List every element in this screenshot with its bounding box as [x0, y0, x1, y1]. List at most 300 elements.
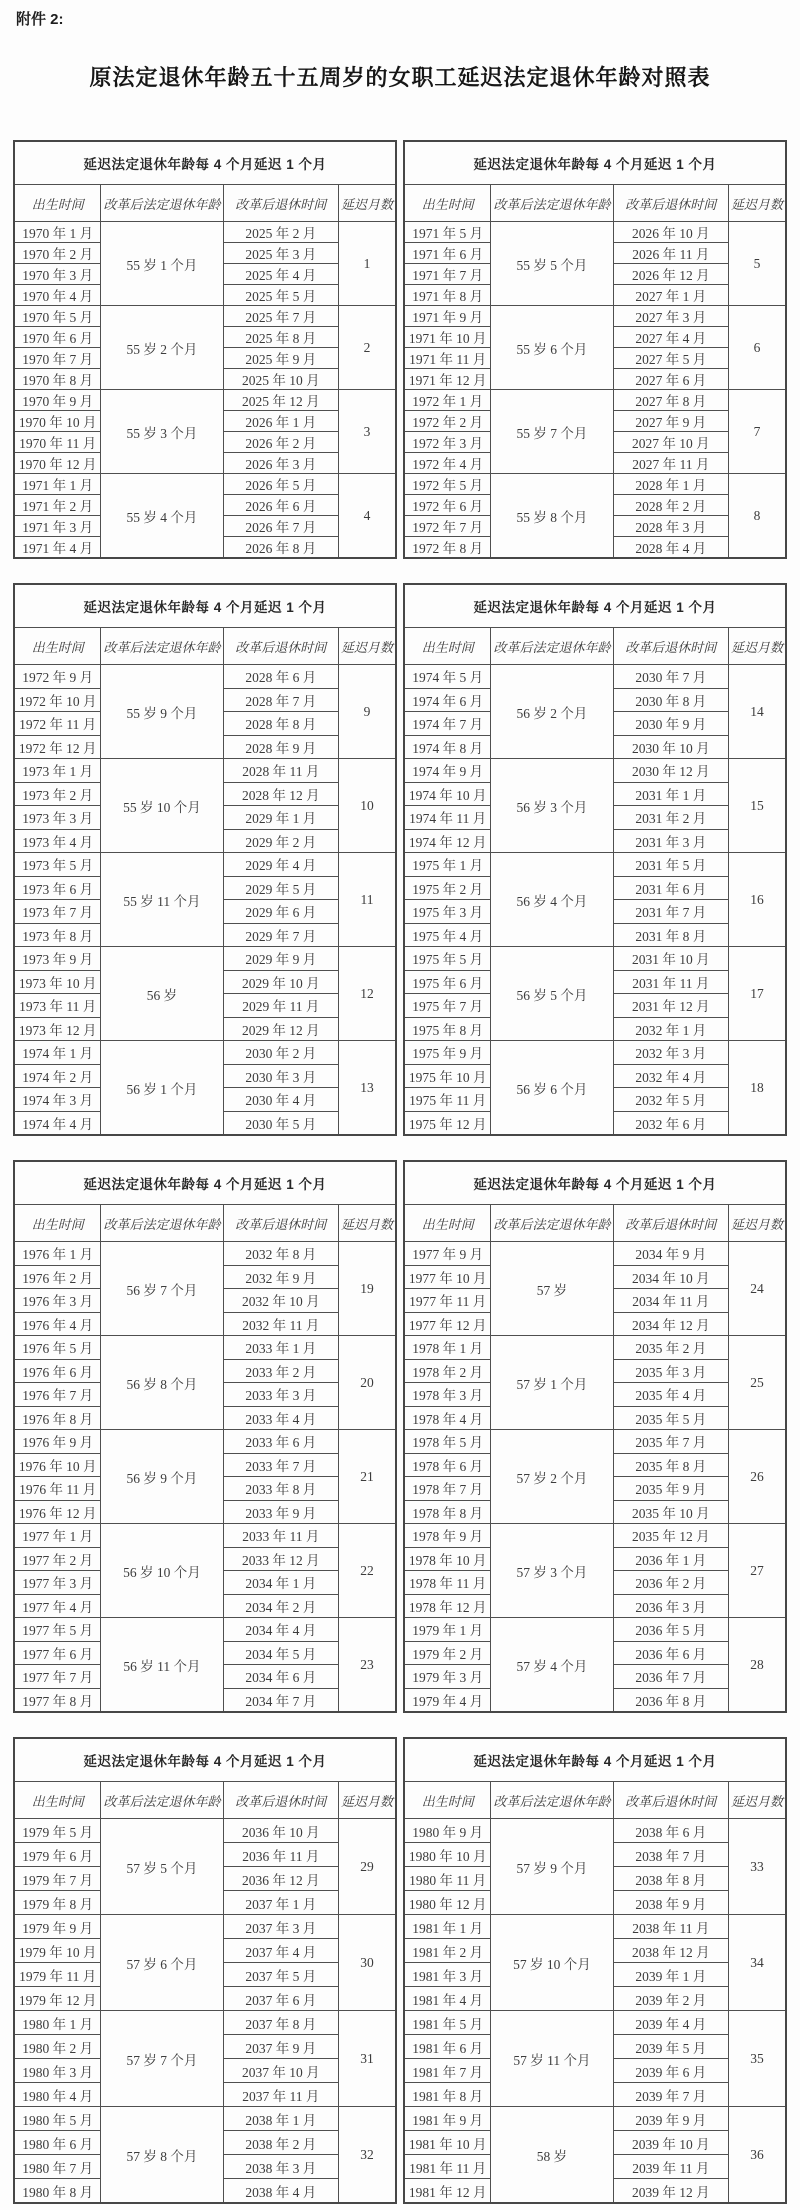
birth-date-cell: 1974 年 12 月 — [404, 829, 491, 853]
birth-date-cell: 1972 年 1 月 — [404, 390, 491, 411]
retirement-date-cell: 2027 年 3 月 — [613, 306, 728, 327]
retirement-age-cell: 55 岁 2 个月 — [101, 306, 223, 390]
column-header: 延迟月数 — [728, 1205, 786, 1242]
birth-date-cell: 1971 年 9 月 — [404, 306, 491, 327]
retirement-age-cell: 57 岁 1 个月 — [491, 1336, 613, 1430]
table-span-header: 延迟法定退休年龄每 4 个月延迟 1 个月 — [404, 1738, 786, 1782]
retirement-date-cell: 2033 年 1 月 — [223, 1336, 338, 1360]
birth-date-cell: 1973 年 1 月 — [14, 759, 101, 783]
retirement-date-cell: 2035 年 12 月 — [613, 1524, 728, 1548]
birth-date-cell: 1970 年 6 月 — [14, 327, 101, 348]
birth-date-cell: 1971 年 8 月 — [404, 285, 491, 306]
birth-date-cell: 1980 年 2 月 — [14, 2035, 101, 2059]
retirement-date-cell: 2034 年 12 月 — [613, 1312, 728, 1336]
table-span-header-row — [14, 584, 396, 628]
delay-months-cell: 23 — [338, 1618, 396, 1713]
birth-date-cell: 1970 年 5 月 — [14, 306, 101, 327]
birth-date-cell: 1979 年 6 月 — [14, 1843, 101, 1867]
birth-date-cell: 1970 年 12 月 — [14, 453, 101, 474]
retirement-comparison-table — [13, 583, 397, 1136]
retirement-date-cell: 2025 年 4 月 — [223, 264, 338, 285]
table-row — [404, 1618, 786, 1642]
table-span-header-row — [404, 141, 786, 185]
retirement-date-cell: 2031 年 1 月 — [613, 782, 728, 806]
retirement-date-cell: 2026 年 5 月 — [223, 474, 338, 495]
birth-date-cell: 1981 年 6 月 — [404, 2035, 491, 2059]
delay-months-cell: 25 — [728, 1336, 786, 1430]
retirement-date-cell: 2030 年 9 月 — [613, 712, 728, 736]
column-header-row — [14, 1782, 396, 1819]
birth-date-cell: 1980 年 9 月 — [404, 1819, 491, 1843]
retirement-date-cell: 2030 年 7 月 — [613, 665, 728, 689]
retirement-age-cell: 56 岁 2 个月 — [491, 665, 613, 759]
retirement-date-cell: 2039 年 7 月 — [613, 2083, 728, 2107]
retirement-age-cell: 56 岁 8 个月 — [101, 1336, 223, 1430]
retirement-date-cell: 2036 年 10 月 — [223, 1819, 338, 1843]
birth-date-cell: 1976 年 12 月 — [14, 1500, 101, 1524]
retirement-date-cell: 2028 年 2 月 — [613, 495, 728, 516]
retirement-date-cell: 2033 年 11 月 — [223, 1524, 338, 1548]
table-row — [14, 306, 396, 327]
birth-date-cell: 1971 年 3 月 — [14, 516, 101, 537]
birth-date-cell: 1977 年 5 月 — [14, 1618, 101, 1642]
birth-date-cell: 1981 年 10 月 — [404, 2131, 491, 2155]
retirement-date-cell: 2030 年 4 月 — [223, 1088, 338, 1112]
delay-months-cell: 18 — [728, 1041, 786, 1136]
birth-date-cell: 1974 年 1 月 — [14, 1041, 101, 1065]
birth-date-cell: 1975 年 4 月 — [404, 923, 491, 947]
column-header: 改革后退休时间 — [223, 1782, 338, 1819]
table-row — [404, 306, 786, 327]
birth-date-cell: 1976 年 3 月 — [14, 1289, 101, 1313]
birth-date-cell: 1979 年 4 月 — [404, 1688, 491, 1712]
retirement-age-cell: 57 岁 3 个月 — [491, 1524, 613, 1618]
column-header: 改革后退休时间 — [223, 185, 338, 222]
retirement-date-cell: 2036 年 12 月 — [223, 1867, 338, 1891]
table-row — [404, 759, 786, 783]
column-header: 出生时间 — [404, 1205, 491, 1242]
retirement-date-cell: 2038 年 3 月 — [223, 2155, 338, 2179]
birth-date-cell: 1973 年 9 月 — [14, 947, 101, 971]
retirement-date-cell: 2038 年 12 月 — [613, 1939, 728, 1963]
column-header-row — [14, 1205, 396, 1242]
birth-date-cell: 1976 年 4 月 — [14, 1312, 101, 1336]
retirement-date-cell: 2031 年 7 月 — [613, 900, 728, 924]
retirement-date-cell: 2027 年 8 月 — [613, 390, 728, 411]
column-header: 延迟月数 — [728, 185, 786, 222]
retirement-date-cell: 2036 年 3 月 — [613, 1594, 728, 1618]
delay-months-cell: 4 — [338, 474, 396, 559]
birth-date-cell: 1970 年 3 月 — [14, 264, 101, 285]
retirement-date-cell: 2025 年 9 月 — [223, 348, 338, 369]
retirement-date-cell: 2032 年 1 月 — [613, 1017, 728, 1041]
birth-date-cell: 1978 年 1 月 — [404, 1336, 491, 1360]
retirement-age-cell: 55 岁 8 个月 — [491, 474, 613, 559]
birth-date-cell: 1972 年 4 月 — [404, 453, 491, 474]
column-header: 改革后法定退休年龄 — [101, 1205, 223, 1242]
retirement-date-cell: 2033 年 2 月 — [223, 1359, 338, 1383]
birth-date-cell: 1981 年 7 月 — [404, 2059, 491, 2083]
birth-date-cell: 1970 年 1 月 — [14, 222, 101, 243]
retirement-date-cell: 2029 年 11 月 — [223, 994, 338, 1018]
table-row — [404, 1524, 786, 1548]
retirement-comparison-table — [403, 1160, 787, 1713]
column-header-row — [14, 185, 396, 222]
birth-date-cell: 1980 年 10 月 — [404, 1843, 491, 1867]
birth-date-cell: 1972 年 9 月 — [14, 665, 101, 689]
retirement-date-cell: 2033 年 6 月 — [223, 1430, 338, 1454]
retirement-date-cell: 2032 年 9 月 — [223, 1265, 338, 1289]
birth-date-cell: 1970 年 9 月 — [14, 390, 101, 411]
retirement-date-cell: 2036 年 8 月 — [613, 1688, 728, 1712]
birth-date-cell: 1979 年 2 月 — [404, 1641, 491, 1665]
retirement-date-cell: 2031 年 12 月 — [613, 994, 728, 1018]
retirement-date-cell: 2034 年 1 月 — [223, 1571, 338, 1595]
birth-date-cell: 1975 年 1 月 — [404, 853, 491, 877]
birth-date-cell: 1977 年 11 月 — [404, 1289, 491, 1313]
retirement-date-cell: 2039 年 6 月 — [613, 2059, 728, 2083]
retirement-age-cell: 57 岁 — [491, 1242, 613, 1336]
delay-months-cell: 3 — [338, 390, 396, 474]
birth-date-cell: 1971 年 12 月 — [404, 369, 491, 390]
table-span-header: 延迟法定退休年龄每 4 个月延迟 1 个月 — [404, 141, 786, 185]
table-span-header: 延迟法定退休年龄每 4 个月延迟 1 个月 — [14, 1161, 396, 1205]
birth-date-cell: 1978 年 8 月 — [404, 1500, 491, 1524]
retirement-date-cell: 2032 年 10 月 — [223, 1289, 338, 1313]
retirement-date-cell: 2031 年 5 月 — [613, 853, 728, 877]
birth-date-cell: 1981 年 2 月 — [404, 1939, 491, 1963]
birth-date-cell: 1978 年 11 月 — [404, 1571, 491, 1595]
delay-months-cell: 10 — [338, 759, 396, 853]
column-header: 改革后法定退休年龄 — [491, 1782, 613, 1819]
retirement-date-cell: 2032 年 6 月 — [613, 1111, 728, 1135]
retirement-date-cell: 2038 年 6 月 — [613, 1819, 728, 1843]
birth-date-cell: 1974 年 9 月 — [404, 759, 491, 783]
retirement-age-cell: 57 岁 11 个月 — [491, 2011, 613, 2107]
birth-date-cell: 1980 年 7 月 — [14, 2155, 101, 2179]
table-block-4 — [13, 1737, 787, 2204]
retirement-date-cell: 2035 年 3 月 — [613, 1359, 728, 1383]
table-span-header: 延迟法定退休年龄每 4 个月延迟 1 个月 — [14, 1738, 396, 1782]
retirement-date-cell: 2028 年 9 月 — [223, 735, 338, 759]
birth-date-cell: 1978 年 12 月 — [404, 1594, 491, 1618]
table-row — [14, 222, 396, 243]
birth-date-cell: 1976 年 11 月 — [14, 1477, 101, 1501]
table-row — [404, 1915, 786, 1939]
retirement-date-cell: 2029 年 4 月 — [223, 853, 338, 877]
retirement-age-cell: 57 岁 9 个月 — [491, 1819, 613, 1915]
retirement-date-cell: 2036 年 2 月 — [613, 1571, 728, 1595]
birth-date-cell: 1981 年 8 月 — [404, 2083, 491, 2107]
birth-date-cell: 1976 年 1 月 — [14, 1242, 101, 1266]
table-span-header-row — [404, 1161, 786, 1205]
birth-date-cell: 1971 年 5 月 — [404, 222, 491, 243]
birth-date-cell: 1973 年 5 月 — [14, 853, 101, 877]
retirement-date-cell: 2028 年 11 月 — [223, 759, 338, 783]
retirement-date-cell: 2033 年 3 月 — [223, 1383, 338, 1407]
birth-date-cell: 1973 年 10 月 — [14, 970, 101, 994]
retirement-date-cell: 2033 年 7 月 — [223, 1453, 338, 1477]
birth-date-cell: 1975 年 10 月 — [404, 1064, 491, 1088]
retirement-date-cell: 2025 年 5 月 — [223, 285, 338, 306]
birth-date-cell: 1978 年 7 月 — [404, 1477, 491, 1501]
retirement-date-cell: 2035 年 7 月 — [613, 1430, 728, 1454]
column-header: 出生时间 — [14, 628, 101, 665]
column-header: 改革后法定退休年龄 — [101, 628, 223, 665]
birth-date-cell: 1980 年 1 月 — [14, 2011, 101, 2035]
retirement-date-cell: 2033 年 4 月 — [223, 1406, 338, 1430]
table-row — [14, 1819, 396, 1843]
birth-date-cell: 1973 年 12 月 — [14, 1017, 101, 1041]
retirement-date-cell: 2027 年 4 月 — [613, 327, 728, 348]
birth-date-cell: 1971 年 7 月 — [404, 264, 491, 285]
birth-date-cell: 1971 年 2 月 — [14, 495, 101, 516]
column-header: 改革后法定退休年龄 — [491, 1205, 613, 1242]
retirement-date-cell: 2028 年 4 月 — [613, 537, 728, 559]
column-header: 改革后退休时间 — [613, 1782, 728, 1819]
retirement-date-cell: 2027 年 6 月 — [613, 369, 728, 390]
delay-months-cell: 28 — [728, 1618, 786, 1713]
birth-date-cell: 1979 年 3 月 — [404, 1665, 491, 1689]
retirement-date-cell: 2028 年 12 月 — [223, 782, 338, 806]
retirement-date-cell: 2026 年 11 月 — [613, 243, 728, 264]
column-header: 改革后退休时间 — [613, 185, 728, 222]
column-header: 出生时间 — [14, 185, 101, 222]
birth-date-cell: 1975 年 8 月 — [404, 1017, 491, 1041]
table-span-header: 延迟法定退休年龄每 4 个月延迟 1 个月 — [14, 584, 396, 628]
retirement-comparison-table — [13, 140, 397, 559]
delay-months-cell: 35 — [728, 2011, 786, 2107]
retirement-age-cell: 55 岁 1 个月 — [101, 222, 223, 306]
delay-months-cell: 27 — [728, 1524, 786, 1618]
birth-date-cell: 1981 年 4 月 — [404, 1987, 491, 2011]
retirement-date-cell: 2026 年 7 月 — [223, 516, 338, 537]
retirement-date-cell: 2027 年 10 月 — [613, 432, 728, 453]
retirement-date-cell: 2026 年 3 月 — [223, 453, 338, 474]
retirement-comparison-table — [13, 1160, 397, 1713]
retirement-date-cell: 2030 年 10 月 — [613, 735, 728, 759]
birth-date-cell: 1977 年 9 月 — [404, 1242, 491, 1266]
retirement-date-cell: 2037 年 8 月 — [223, 2011, 338, 2035]
column-header: 改革后法定退休年龄 — [101, 185, 223, 222]
retirement-date-cell: 2037 年 5 月 — [223, 1963, 338, 1987]
birth-date-cell: 1970 年 8 月 — [14, 369, 101, 390]
retirement-age-cell: 55 岁 4 个月 — [101, 474, 223, 559]
retirement-date-cell: 2037 年 10 月 — [223, 2059, 338, 2083]
retirement-age-cell: 55 岁 10 个月 — [101, 759, 223, 853]
retirement-age-cell: 57 岁 7 个月 — [101, 2011, 223, 2107]
retirement-date-cell: 2028 年 3 月 — [613, 516, 728, 537]
retirement-date-cell: 2032 年 3 月 — [613, 1041, 728, 1065]
column-header-row — [404, 1782, 786, 1819]
delay-months-cell: 20 — [338, 1336, 396, 1430]
retirement-date-cell: 2032 年 11 月 — [223, 1312, 338, 1336]
retirement-date-cell: 2033 年 9 月 — [223, 1500, 338, 1524]
retirement-date-cell: 2034 年 6 月 — [223, 1665, 338, 1689]
retirement-date-cell: 2026 年 2 月 — [223, 432, 338, 453]
table-span-header-row — [404, 1738, 786, 1782]
retirement-date-cell: 2037 年 11 月 — [223, 2083, 338, 2107]
table-row — [404, 1242, 786, 1266]
table-span-header-row — [14, 141, 396, 185]
delay-months-cell: 29 — [338, 1819, 396, 1915]
retirement-date-cell: 2034 年 4 月 — [223, 1618, 338, 1642]
retirement-date-cell: 2028 年 8 月 — [223, 712, 338, 736]
retirement-age-cell: 56 岁 10 个月 — [101, 1524, 223, 1618]
retirement-date-cell: 2028 年 7 月 — [223, 688, 338, 712]
retirement-age-cell: 56 岁 7 个月 — [101, 1242, 223, 1336]
retirement-date-cell: 2032 年 4 月 — [613, 1064, 728, 1088]
birth-date-cell: 1974 年 11 月 — [404, 806, 491, 830]
retirement-date-cell: 2039 年 1 月 — [613, 1963, 728, 1987]
birth-date-cell: 1979 年 5 月 — [14, 1819, 101, 1843]
delay-months-cell: 15 — [728, 759, 786, 853]
table-row — [14, 474, 396, 495]
retirement-age-cell: 56 岁 3 个月 — [491, 759, 613, 853]
retirement-date-cell: 2034 年 2 月 — [223, 1594, 338, 1618]
birth-date-cell: 1974 年 10 月 — [404, 782, 491, 806]
birth-date-cell: 1980 年 5 月 — [14, 2107, 101, 2131]
retirement-date-cell: 2036 年 1 月 — [613, 1547, 728, 1571]
retirement-age-cell: 55 岁 5 个月 — [491, 222, 613, 306]
birth-date-cell: 1980 年 11 月 — [404, 1867, 491, 1891]
column-header: 延迟月数 — [338, 185, 396, 222]
retirement-date-cell: 2034 年 7 月 — [223, 1688, 338, 1712]
table-row — [14, 853, 396, 877]
birth-date-cell: 1981 年 1 月 — [404, 1915, 491, 1939]
birth-date-cell: 1979 年 9 月 — [14, 1915, 101, 1939]
attachment-label: 附件 2: — [16, 11, 64, 28]
retirement-date-cell: 2039 年 12 月 — [613, 2179, 728, 2204]
delay-months-cell: 31 — [338, 2011, 396, 2107]
birth-date-cell: 1975 年 11 月 — [404, 1088, 491, 1112]
retirement-age-cell: 56 岁 11 个月 — [101, 1618, 223, 1713]
birth-date-cell: 1979 年 8 月 — [14, 1891, 101, 1915]
birth-date-cell: 1971 年 4 月 — [14, 537, 101, 559]
retirement-age-cell: 56 岁 5 个月 — [491, 947, 613, 1041]
retirement-age-cell: 57 岁 8 个月 — [101, 2107, 223, 2204]
retirement-date-cell: 2031 年 8 月 — [613, 923, 728, 947]
column-header: 改革后退休时间 — [223, 1205, 338, 1242]
retirement-comparison-table — [403, 140, 787, 559]
retirement-date-cell: 2030 年 3 月 — [223, 1064, 338, 1088]
retirement-date-cell: 2027 年 11 月 — [613, 453, 728, 474]
table-span-header: 延迟法定退休年龄每 4 个月延迟 1 个月 — [404, 584, 786, 628]
retirement-date-cell: 2029 年 7 月 — [223, 923, 338, 947]
table-row — [404, 2011, 786, 2035]
birth-date-cell: 1971 年 1 月 — [14, 474, 101, 495]
retirement-date-cell: 2034 年 5 月 — [223, 1641, 338, 1665]
birth-date-cell: 1977 年 1 月 — [14, 1524, 101, 1548]
retirement-date-cell: 2037 年 4 月 — [223, 1939, 338, 1963]
retirement-date-cell: 2035 年 9 月 — [613, 1477, 728, 1501]
page-title: 原法定退休年龄五十五周岁的女职工延迟法定退休年龄对照表 — [89, 65, 711, 90]
birth-date-cell: 1974 年 5 月 — [404, 665, 491, 689]
retirement-age-cell: 57 岁 5 个月 — [101, 1819, 223, 1915]
table-span-header: 延迟法定退休年龄每 4 个月延迟 1 个月 — [404, 1161, 786, 1205]
table-blocks-container — [13, 140, 787, 2204]
delay-months-cell: 1 — [338, 222, 396, 306]
table-row — [14, 1915, 396, 1939]
table-row — [404, 947, 786, 971]
retirement-date-cell: 2038 年 8 月 — [613, 1867, 728, 1891]
birth-date-cell: 1974 年 8 月 — [404, 735, 491, 759]
birth-date-cell: 1978 年 6 月 — [404, 1453, 491, 1477]
birth-date-cell: 1981 年 11 月 — [404, 2155, 491, 2179]
birth-date-cell: 1980 年 8 月 — [14, 2179, 101, 2204]
birth-date-cell: 1971 年 6 月 — [404, 243, 491, 264]
birth-date-cell: 1971 年 10 月 — [404, 327, 491, 348]
retirement-date-cell: 2038 年 1 月 — [223, 2107, 338, 2131]
column-header: 改革后法定退休年龄 — [491, 185, 613, 222]
table-row — [404, 2107, 786, 2131]
birth-date-cell: 1975 年 12 月 — [404, 1111, 491, 1135]
table-row — [14, 2011, 396, 2035]
table-block-3 — [13, 1160, 787, 1713]
retirement-date-cell: 2034 年 11 月 — [613, 1289, 728, 1313]
birth-date-cell: 1973 年 6 月 — [14, 876, 101, 900]
retirement-date-cell: 2025 年 2 月 — [223, 222, 338, 243]
delay-months-cell: 13 — [338, 1041, 396, 1136]
retirement-date-cell: 2027 年 1 月 — [613, 285, 728, 306]
table-row — [404, 1336, 786, 1360]
table-span-header-row — [14, 1161, 396, 1205]
delay-months-cell: 21 — [338, 1430, 396, 1524]
column-header-row — [404, 185, 786, 222]
delay-months-cell: 26 — [728, 1430, 786, 1524]
retirement-date-cell: 2033 年 12 月 — [223, 1547, 338, 1571]
birth-date-cell: 1972 年 7 月 — [404, 516, 491, 537]
retirement-date-cell: 2032 年 8 月 — [223, 1242, 338, 1266]
birth-date-cell: 1979 年 7 月 — [14, 1867, 101, 1891]
retirement-date-cell: 2031 年 2 月 — [613, 806, 728, 830]
retirement-date-cell: 2029 年 9 月 — [223, 947, 338, 971]
column-header: 延迟月数 — [338, 628, 396, 665]
delay-months-cell: 32 — [338, 2107, 396, 2204]
retirement-date-cell: 2038 年 7 月 — [613, 1843, 728, 1867]
birth-date-cell: 1979 年 12 月 — [14, 1987, 101, 2011]
retirement-date-cell: 2030 年 5 月 — [223, 1111, 338, 1135]
retirement-date-cell: 2025 年 10 月 — [223, 369, 338, 390]
birth-date-cell: 1973 年 4 月 — [14, 829, 101, 853]
retirement-date-cell: 2029 年 12 月 — [223, 1017, 338, 1041]
retirement-age-cell: 55 岁 7 个月 — [491, 390, 613, 474]
retirement-age-cell: 56 岁 4 个月 — [491, 853, 613, 947]
birth-date-cell: 1978 年 4 月 — [404, 1406, 491, 1430]
birth-date-cell: 1972 年 3 月 — [404, 432, 491, 453]
retirement-date-cell: 2025 年 12 月 — [223, 390, 338, 411]
retirement-comparison-table — [403, 583, 787, 1136]
retirement-age-cell: 55 岁 3 个月 — [101, 390, 223, 474]
table-row — [14, 1618, 396, 1642]
retirement-comparison-table — [13, 1737, 397, 2204]
retirement-date-cell: 2026 年 12 月 — [613, 264, 728, 285]
retirement-date-cell: 2029 年 2 月 — [223, 829, 338, 853]
birth-date-cell: 1977 年 10 月 — [404, 1265, 491, 1289]
birth-date-cell: 1970 年 11 月 — [14, 432, 101, 453]
birth-date-cell: 1981 年 5 月 — [404, 2011, 491, 2035]
retirement-date-cell: 2039 年 5 月 — [613, 2035, 728, 2059]
birth-date-cell: 1972 年 2 月 — [404, 411, 491, 432]
birth-date-cell: 1980 年 6 月 — [14, 2131, 101, 2155]
table-span-header: 延迟法定退休年龄每 4 个月延迟 1 个月 — [14, 141, 396, 185]
retirement-date-cell: 2031 年 3 月 — [613, 829, 728, 853]
column-header: 延迟月数 — [338, 1782, 396, 1819]
retirement-date-cell: 2034 年 9 月 — [613, 1242, 728, 1266]
table-row — [404, 1819, 786, 1843]
birth-date-cell: 1972 年 12 月 — [14, 735, 101, 759]
table-row — [14, 1242, 396, 1266]
